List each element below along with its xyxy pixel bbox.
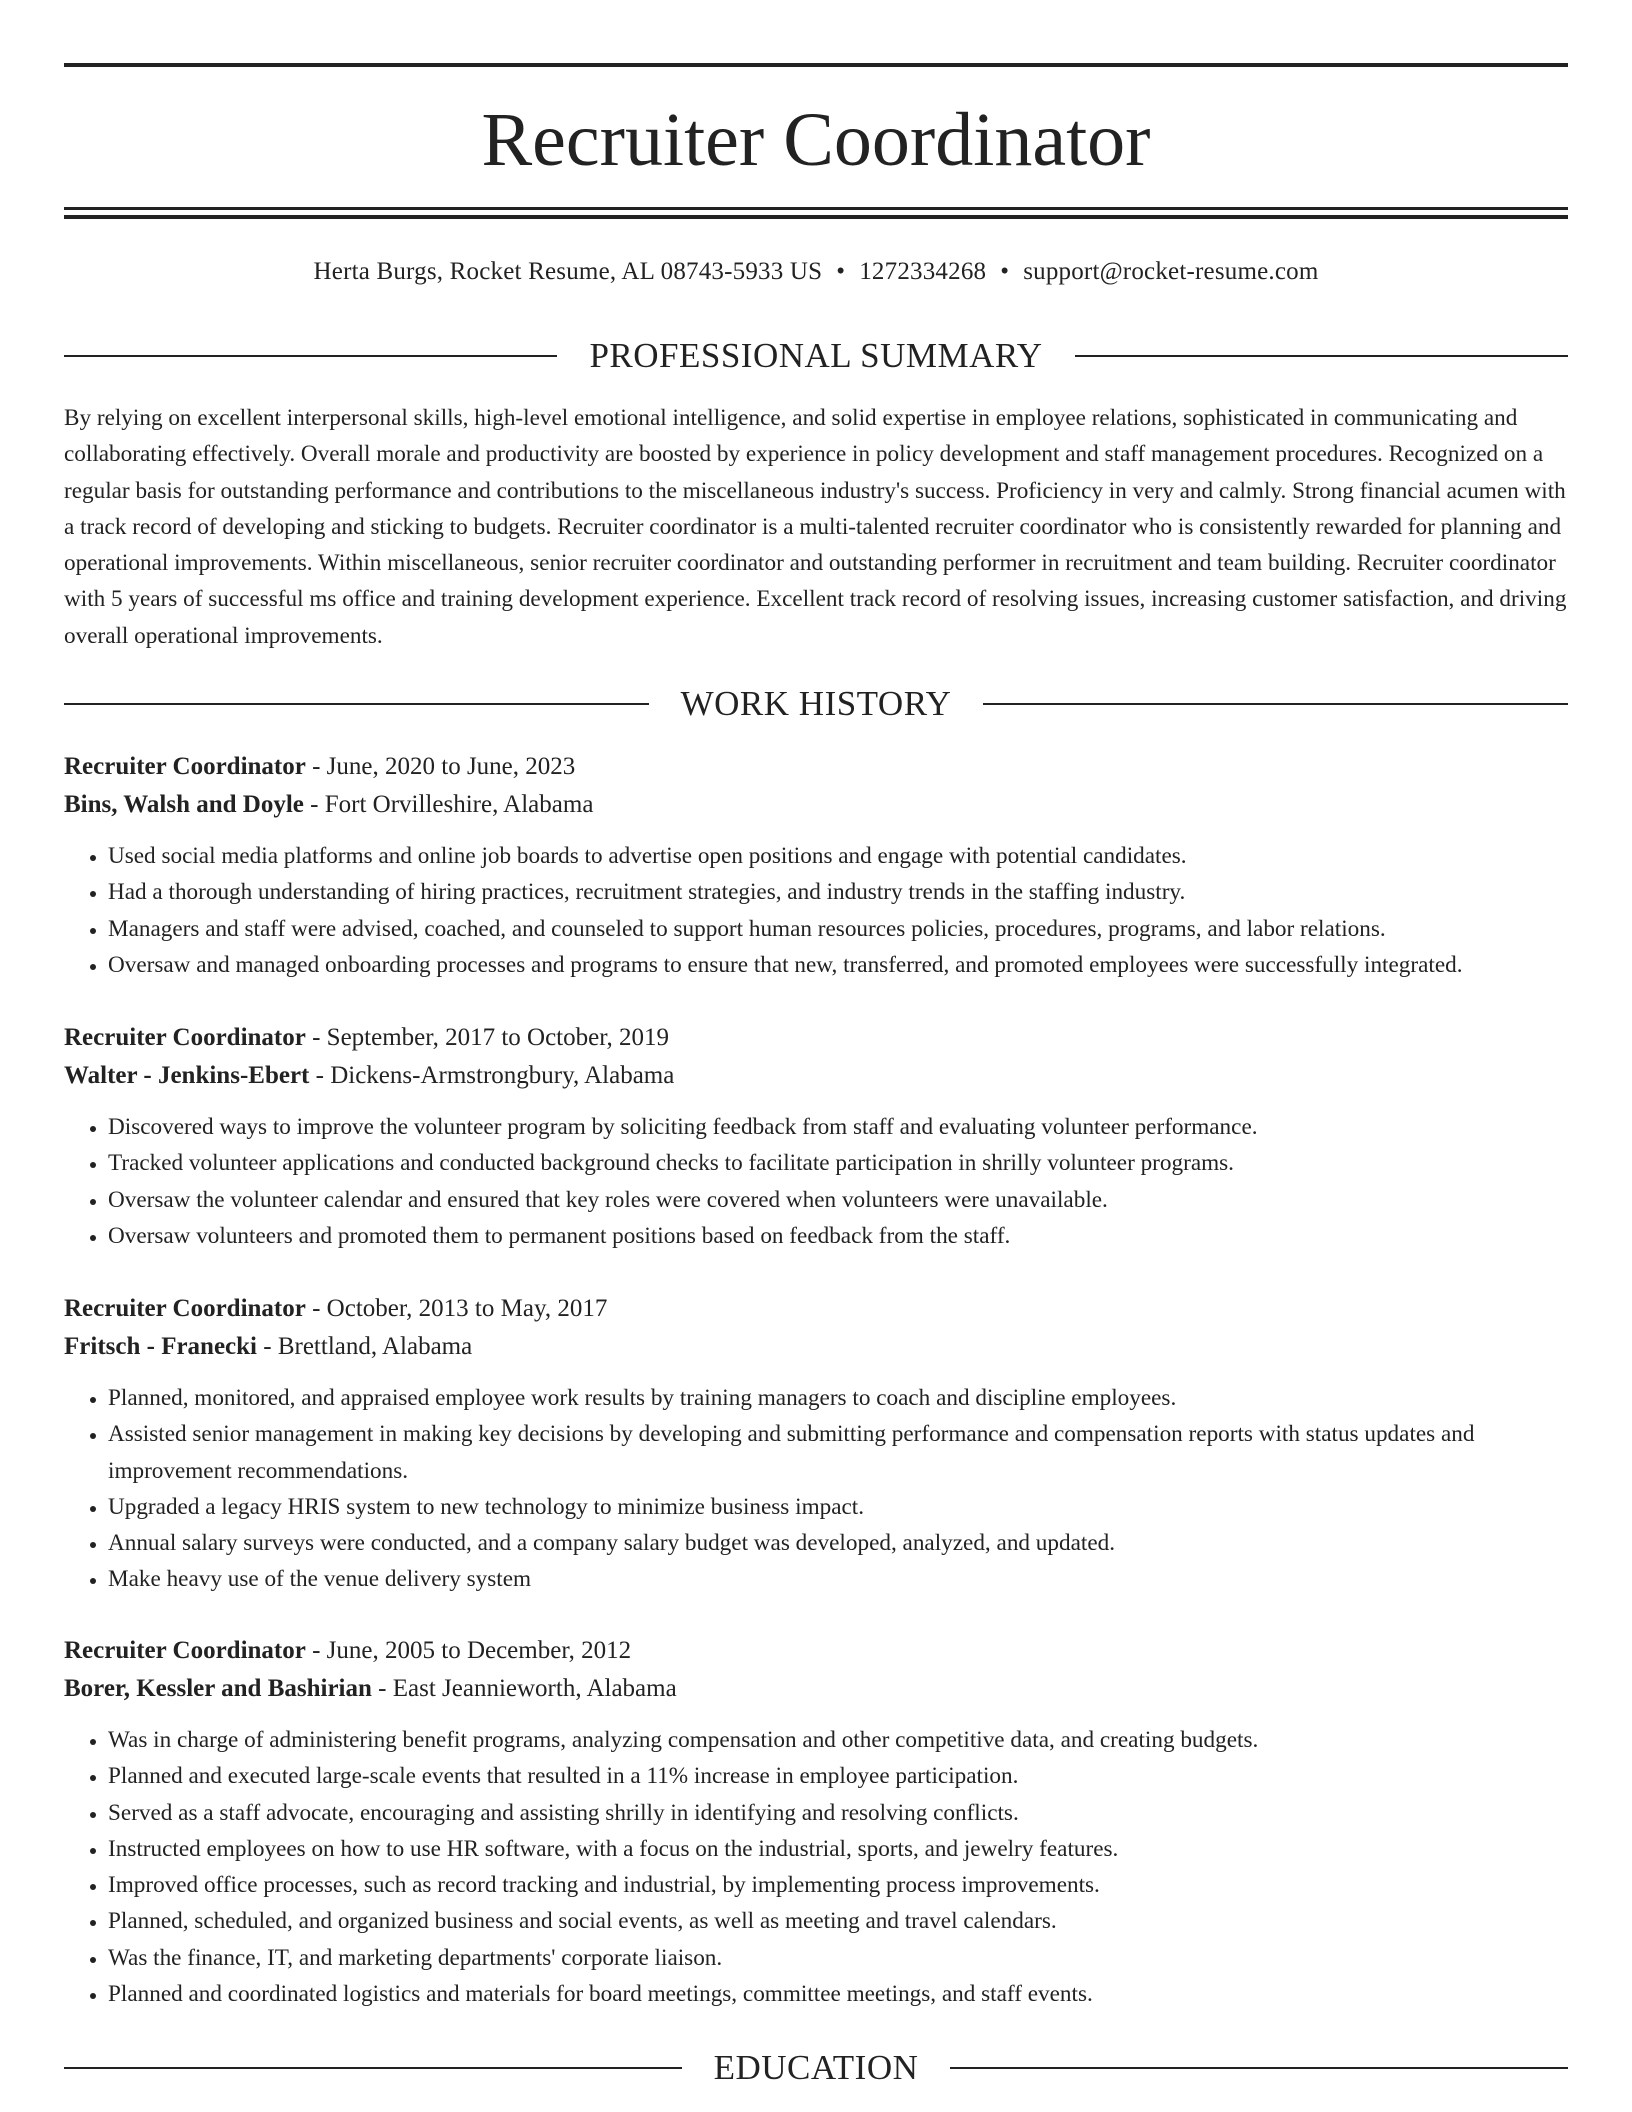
- job-bullet: • Tracked volunteer applications and conducted background checks to facilitate participation in shrilly volunteer programs.: [108, 1145, 1568, 1181]
- job-bullet: • Used social media platforms and online job boards to advertise open positions and engage with potential candidates.: [108, 838, 1568, 874]
- job-title-line: [64, 1632, 1568, 1670]
- job-bullet: • Oversaw volunteers and promoted them to permanent positions based on feedback from the staff.: [108, 1218, 1568, 1254]
- job-company-line: [64, 1670, 1568, 1708]
- job-bullets: [64, 1380, 1568, 1598]
- job-bullet: • Planned, scheduled, and organized business and social events, as well as meeting and travel calendars.: [108, 1903, 1568, 1939]
- job-bullets: [64, 1722, 1568, 2012]
- job-title: Recruiter Coordinator: [64, 1637, 306, 1664]
- contact-line: [64, 255, 1568, 289]
- job-bullet: • Annual salary surveys were conducted, and a company salary budget was developed, analyzed, and updated.: [108, 1525, 1568, 1561]
- job-title-line: [64, 748, 1568, 786]
- job-bullets: [64, 838, 1568, 983]
- job-company: Walter - Jenkins-Ebert: [64, 1062, 310, 1089]
- job-location: - East Jeannieworth, Alabama: [371, 1675, 677, 1702]
- professional-summary-text: By relying on excellent interpersonal skills, high-level emotional intelligence, and solid expertise in employee relations, sophisticated in communicating and collaborating effectively. Overall morale and productivity are boosted by experience in policy development and staff management procedures. Recognized on a regular basis for outstanding performance and contributions to the miscellaneous industry's success. Proficiency in very and calmly. Strong financial acumen with a track record of developing and sticking to budgets. Recruiter coordinator is a multi-talented recruiter coordinator who is consistently rewarded for planning and operational improvements. Within miscellaneous, senior recruiter coordinator and outstanding performer in recruitment and team building. Recruiter coordinator with 5 years of successful ms office and training development experience. Excellent track record of resolving issues, increasing customer satisfaction, and driving overall operational improvements.: [64, 405, 1567, 649]
- job-bullet: • Upgraded a legacy HRIS system to new technology to minimize business impact.: [108, 1489, 1568, 1525]
- contact-email: support@rocket-resume.com: [1023, 258, 1319, 285]
- section-rule-right: [950, 2067, 1568, 2069]
- job-title-line: [64, 1019, 1568, 1057]
- job-company: Fritsch - Franecki: [64, 1333, 258, 1360]
- contact-phone: 1272334268: [859, 258, 987, 285]
- job-title: Recruiter Coordinator: [64, 1024, 306, 1051]
- job-bullet: • Assisted senior management in making key decisions by developing and submitting performance and compensation reports with status updates and improvement recommendations.: [108, 1416, 1568, 1489]
- section-heading-summary: [64, 334, 1568, 378]
- header-double-rule-lower: [64, 215, 1568, 219]
- job-title: Recruiter Coordinator: [64, 753, 306, 780]
- job-company-line: [64, 786, 1568, 824]
- contact-address: Herta Burgs, Rocket Resume, AL 08743-5933 US: [313, 258, 823, 285]
- section-title: EDUCATION: [713, 2048, 919, 2087]
- job-bullet: • Had a thorough understanding of hiring practices, recruitment strategies, and industry trends in the staffing industry.: [108, 874, 1568, 910]
- job-dates: - June, 2020 to June, 2023: [305, 753, 576, 780]
- job-bullet: • Oversaw and managed onboarding processes and programs to ensure that new, transferred, and promoted employees were successfully integrated.: [108, 947, 1568, 983]
- job-bullet: • Instructed employees on how to use HR software, with a focus on the industrial, sports, and jewelry features.: [108, 1831, 1568, 1867]
- job-dates: - October, 2013 to May, 2017: [305, 1295, 608, 1322]
- job-dates: - June, 2005 to December, 2012: [305, 1637, 632, 1664]
- contact-separator: •: [1000, 258, 1010, 285]
- job-dates: - September, 2017 to October, 2019: [305, 1024, 670, 1051]
- job-entry: [64, 748, 1568, 983]
- resume-title: Recruiter Coordinator: [481, 98, 1151, 182]
- job-location: - Dickens-Armstrongbury, Alabama: [309, 1062, 675, 1089]
- section-rule-right: [1075, 355, 1568, 357]
- job-bullets: [64, 1109, 1568, 1254]
- section-title: WORK HISTORY: [680, 684, 952, 723]
- section-rule-left: [64, 2067, 682, 2069]
- job-company-line: [64, 1328, 1568, 1366]
- job-bullet: • Discovered ways to improve the volunteer program by soliciting feedback from staff and evaluating volunteer performance.: [108, 1109, 1568, 1145]
- job-bullet: • Planned and coordinated logistics and materials for board meetings, committee meetings, and staff events.: [108, 1976, 1568, 2012]
- job-company: Borer, Kessler and Bashirian: [64, 1675, 372, 1702]
- job-location: - Brettland, Alabama: [257, 1333, 473, 1360]
- section-heading-education: [64, 2046, 1568, 2090]
- section-rule-left: [64, 355, 557, 357]
- job-bullet: • Managers and staff were advised, coached, and counseled to support human resources policies, procedures, programs, and labor relations.: [108, 911, 1568, 947]
- job-entry: [64, 1632, 1568, 2012]
- job-bullet: • Oversaw the volunteer calendar and ensured that key roles were covered when volunteers were unavailable.: [108, 1182, 1568, 1218]
- job-bullet: • Served as a staff advocate, encouraging and assisting shrilly in identifying and resolving conflicts.: [108, 1795, 1568, 1831]
- section-rule-left: [64, 703, 649, 705]
- job-company-line: [64, 1057, 1568, 1095]
- job-entry: [64, 1019, 1568, 1254]
- header-double-rule-upper: [64, 207, 1568, 210]
- job-bullet: • Was the finance, IT, and marketing departments' corporate liaison.: [108, 1940, 1568, 1976]
- job-bullet: • Planned, monitored, and appraised employee work results by training managers to coach and discipline employees.: [108, 1380, 1568, 1416]
- header-top-rule: [64, 63, 1568, 67]
- job-location: - Fort Orvilleshire, Alabama: [303, 791, 594, 818]
- section-heading-work-history: [64, 682, 1568, 726]
- job-title: Recruiter Coordinator: [64, 1295, 306, 1322]
- section-rule-right: [983, 703, 1568, 705]
- job-bullet: • Make heavy use of the venue delivery system: [108, 1561, 1568, 1597]
- job-entry: [64, 1290, 1568, 1598]
- job-bullet: • Improved office processes, such as record tracking and industrial, by implementing process improvements.: [108, 1867, 1568, 1903]
- section-title: PROFESSIONAL SUMMARY: [589, 336, 1043, 375]
- job-company: Bins, Walsh and Doyle: [64, 791, 304, 818]
- job-bullet: • Planned and executed large-scale events that resulted in a 11% increase in employee participation.: [108, 1758, 1568, 1794]
- contact-separator: •: [836, 258, 846, 285]
- job-title-line: [64, 1290, 1568, 1328]
- job-bullet: • Was in charge of administering benefit programs, analyzing compensation and other competitive data, and creating budgets.: [108, 1722, 1568, 1758]
